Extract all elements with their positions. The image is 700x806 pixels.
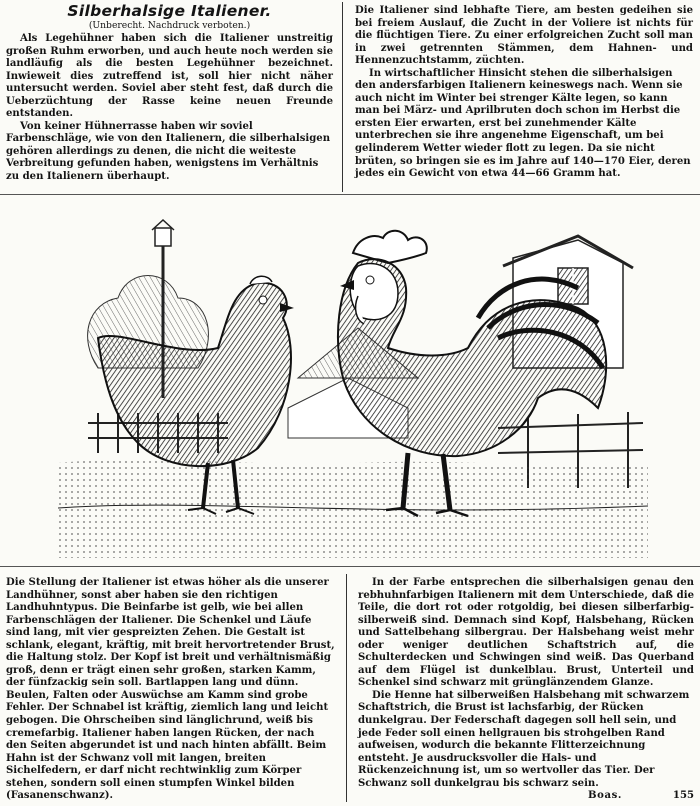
top-left-column bbox=[6, 3, 333, 184]
article-subtitle: (Unberecht. Nachdruck verboten.) bbox=[88, 20, 251, 31]
article-title: Silberhalsige Italiener. bbox=[67, 2, 272, 20]
paragraph: Von keiner Hühnerrasse haben wir soviel Farbenschläge, wie von den Italienern, die silberhalsigen gehören allerdings zu denen, die nicht die weiteste Verbreitung gefunden haben, wenigstens im Verhältnis zu den Italienern überhaupt. bbox=[6, 120, 331, 183]
paragraph: Die Henne hat silberweißen Halsbehang mit schwarzem Schaftstrich, die Brust ist lachsfarbig, der Rücken dunkelgrau. Der Federschaft dagegen soll hell sein, und jede Feder soll einen hellgrauen bis strohgelben Rand aufweisen, wodurch die bekannte Flitterzeichnung entsteht. Je ausdrucksvoller die Hals- und Rückenzeichnung ist, um so wertvoller das Tier. Der Schwanz soll dunkelgrau bis schwarz sein. bbox=[358, 689, 690, 789]
paragraph: Als Legehühner haben sich die Italiener unstreitig großen Ruhm erworben, und auch heute noch werden sie landläufig als die besten Legehühner bezeichnet. Inwieweit dies zutreffend ist, soll hier nicht näher untersucht werden. Soviel aber steht fest, daß durch die Ueberzüchtung der Rasse keine neuen Freunde entstanden. bbox=[6, 33, 333, 120]
footer-row bbox=[358, 790, 694, 803]
column-divider bbox=[342, 2, 343, 192]
paragraph: In wirtschaftlicher Hinsicht stehen die silberhalsigen den andersfarbigen Italienern keineswegs nach. Wenn sie auch nicht im Winter bei strenger Kälte legen, so kann man bei März- und Aprilbruten doch schon im Herbst die ersten Eier erwarten, erst bei zunehmender Kälte unterbrechen sie ihre angenehme Eigenschaft, um bei gelinderem Wetter wieder flott zu legen. Da sie nicht brüten, so bringen sie es im Jahre auf 140—170 Eier, deren jedes ein Gewicht von etwa 44—66 Gramm hat. bbox=[355, 67, 691, 180]
paragraph: Die Italiener sind lebhafte Tiere, am besten gedeihen sie bei freiem Auslauf, die Zucht in der Voliere ist nichts für die flüchtigen Tiere. Zu einer erfolgreichen Zucht soll man in zwei getrennten Stämmen, dem Hahnen- und Hennenzuchtstamm, züchten. bbox=[355, 5, 693, 67]
author-signature: Boas. bbox=[588, 790, 623, 802]
chickens-illustration-icon bbox=[58, 208, 648, 558]
section-divider bbox=[0, 194, 700, 195]
page-number: 155 bbox=[672, 790, 694, 802]
column-divider bbox=[346, 574, 347, 802]
top-right-column bbox=[355, 5, 693, 181]
section-divider bbox=[0, 566, 700, 567]
bottom-right-column bbox=[358, 577, 694, 803]
paragraph: In der Farbe entsprechen die silberhalsigen genau den rebhuhnfarbigen Italienern mit dem Unterschiede, daß die Teile, die dort rot oder rotgoldig, bei diesen silberfarbig-silberweiß sind. Demnach sind Kopf, Halsbehang, Rücken und Sattelbehang silbergrau. Der Halsbehang weist mehr oder weniger deutlichen Schaftstrich auf, die Schulterdecken und Schwingen sind weiß. Das Querband auf dem Flügel ist dunkelblau. Brust, Unterteil und Schenkel sind schwarz mit grünglänzendem Glanze. bbox=[358, 577, 694, 689]
bottom-left-column bbox=[6, 577, 336, 803]
paragraph: Die Stellung der Italiener ist etwas höher als die unserer Landhühner, sonst aber haben sie den richtigen Landhuhntypus. Die Beinfarbe ist gelb, wie bei allen Farbenschlägen der Italiener. Die Schenkel und Läufe sind lang, mit vier gespreizten Zehen. Die Gestalt ist schlank, elegant, kräftig, mit breit hervortretender Brust, die Haltung stolz. Der Kopf ist breit und verhältnismäßig groß, denn er trägt einen sehr großen, starken Kamm, der fünfzackig sein soll. Bartlappen lang und dünn. Beulen, Falten oder Auswüchse am Kamm sind grobe Fehler. Der Schnabel ist kräftig, ziemlich lang und leicht gebogen. Die Ohrscheiben sind länglichrund, weiß bis cremefarbig. Italiener haben langen Rücken, der nach den Seiten abgerundet ist und nach hinten abfällt. Beim Hahn ist der Schwanz voll mit langen, breiten Sichelfedern, er darf nicht rechtwinklig zum Körper stehen, sondern soll einen stumpfen Winkel bilden (Fasanenschwanz). bbox=[6, 577, 335, 802]
